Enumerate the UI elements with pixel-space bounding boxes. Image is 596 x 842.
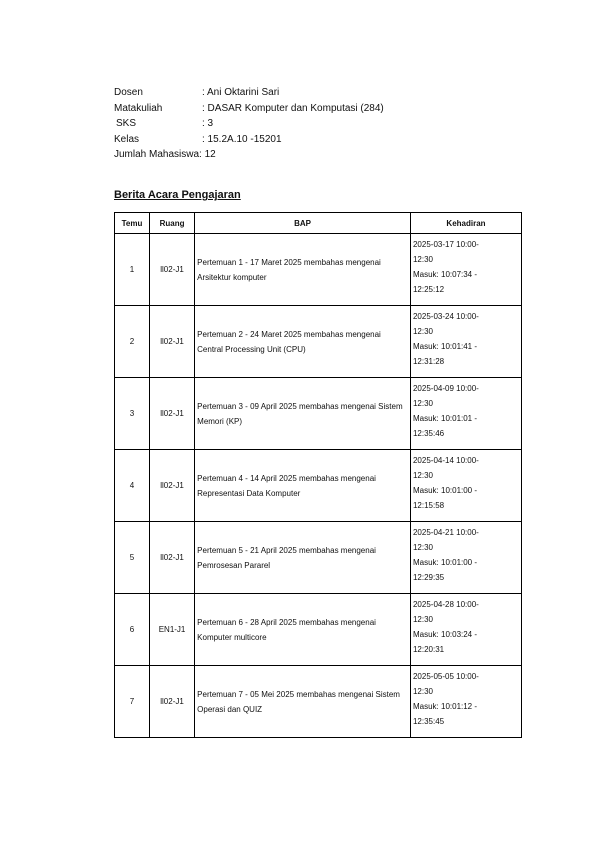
kehadiran-line: Masuk: 10:03:24 - xyxy=(412,630,478,639)
cell-temu: 7 xyxy=(115,666,150,738)
section-title: Berita Acara Pengajaran xyxy=(114,189,241,201)
info-value: : 15.2A.10 -15201 xyxy=(202,133,282,145)
kehadiran-line: 12:30 xyxy=(412,543,434,552)
header-bap: BAP xyxy=(195,213,411,234)
kehadiran-line: 2025-03-24 10:00- xyxy=(412,312,479,321)
info-label: Jumlah Mahasiswa xyxy=(114,149,200,161)
table-row xyxy=(115,594,522,666)
kehadiran-line: 12:29:35 xyxy=(412,573,445,582)
info-row-matakuliah xyxy=(114,101,384,117)
info-label: Kelas xyxy=(114,133,140,145)
header-kehadiran: Kehadiran xyxy=(410,213,521,234)
kehadiran-line: 2025-04-28 10:00- xyxy=(412,600,479,609)
kehadiran-line: Masuk: 10:07:34 - xyxy=(412,270,478,279)
cell-kehadiran xyxy=(410,306,521,378)
bap-table xyxy=(114,212,522,738)
cell-bap: Pertemuan 6 - 28 April 2025 membahas mengenai Komputer multicore xyxy=(195,594,411,666)
table-row xyxy=(115,378,522,450)
cell-ruang: EN1-J1 xyxy=(149,594,194,666)
kehadiran-line: 2025-03-17 10:00- xyxy=(412,240,479,249)
table-row xyxy=(115,450,522,522)
kehadiran-line: Masuk: 10:01:01 - xyxy=(412,414,478,423)
info-value: : Ani Oktarini Sari xyxy=(202,87,280,98)
info-row-jumlah-mahasiswa xyxy=(114,147,384,163)
kehadiran-line: 12:20:31 xyxy=(412,645,445,654)
info-label: Matakuliah xyxy=(114,102,163,114)
info-row-dosen xyxy=(114,85,384,101)
kehadiran-line: Masuk: 10:01:00 - xyxy=(412,486,478,495)
info-row-kelas xyxy=(114,132,384,148)
kehadiran-line: 12:30 xyxy=(412,255,434,264)
cell-bap: Pertemuan 5 - 21 April 2025 membahas mengenai Pemrosesan Pararel xyxy=(195,522,411,594)
kehadiran-line: 12:30 xyxy=(412,399,434,408)
kehadiran-line: 12:31:28 xyxy=(412,357,445,366)
kehadiran-line: 2025-05-05 10:00- xyxy=(412,672,479,681)
info-label: Dosen xyxy=(114,87,143,98)
course-info xyxy=(114,85,384,163)
kehadiran-line: 12:15:58 xyxy=(412,501,445,510)
cell-bap: Pertemuan 4 - 14 April 2025 membahas mengenai Representasi Data Komputer xyxy=(195,450,411,522)
cell-temu: 1 xyxy=(115,234,150,306)
cell-temu: 5 xyxy=(115,522,150,594)
kehadiran-line: 12:25:12 xyxy=(412,285,445,294)
cell-temu: 2 xyxy=(115,306,150,378)
cell-kehadiran xyxy=(410,594,521,666)
kehadiran-line: 2025-04-14 10:00- xyxy=(412,456,479,465)
kehadiran-line: 12:35:45 xyxy=(412,717,445,726)
cell-kehadiran xyxy=(410,666,521,738)
kehadiran-line: Masuk: 10:01:12 - xyxy=(412,702,478,711)
cell-ruang: ll02-J1 xyxy=(149,378,194,450)
kehadiran-line: 12:30 xyxy=(412,471,434,480)
cell-kehadiran xyxy=(410,234,521,306)
kehadiran-line: 12:30 xyxy=(412,327,434,336)
info-value: : 12 xyxy=(199,149,216,161)
table-header-row xyxy=(115,213,522,234)
cell-ruang: ll02-J1 xyxy=(149,522,194,594)
cell-temu: 6 xyxy=(115,594,150,666)
cell-temu: 3 xyxy=(115,378,150,450)
info-label: SKS xyxy=(116,118,137,130)
info-row-sks xyxy=(114,116,384,132)
cell-kehadiran xyxy=(410,522,521,594)
info-value: : 3 xyxy=(202,118,214,130)
info-value: : DASAR Komputer dan Komputasi (284) xyxy=(202,102,384,114)
cell-kehadiran xyxy=(410,378,521,450)
cell-kehadiran xyxy=(410,450,521,522)
kehadiran-line: 2025-04-09 10:00- xyxy=(412,384,479,393)
table-row xyxy=(115,306,522,378)
cell-temu: 4 xyxy=(115,450,150,522)
kehadiran-line: 12:30 xyxy=(412,615,434,624)
kehadiran-line: Masuk: 10:01:00 - xyxy=(412,558,478,567)
kehadiran-line: 12:30 xyxy=(412,687,434,696)
kehadiran-line: 12:35:46 xyxy=(412,429,445,438)
cell-bap: Pertemuan 7 - 05 Mei 2025 membahas mengenai Sistem Operasi dan QUIZ xyxy=(195,666,411,738)
table-row xyxy=(115,666,522,738)
cell-bap: Pertemuan 2 - 24 Maret 2025 membahas mengenai Central Processing Unit (CPU) xyxy=(195,306,411,378)
cell-bap: Pertemuan 3 - 09 April 2025 membahas mengenai Sistem Memori (KP) xyxy=(195,378,411,450)
table-row xyxy=(115,234,522,306)
header-temu: Temu xyxy=(115,213,150,234)
header-ruang: Ruang xyxy=(149,213,194,234)
kehadiran-line: 2025-04-21 10:00- xyxy=(412,528,479,537)
cell-ruang: ll02-J1 xyxy=(149,666,194,738)
cell-bap: Pertemuan 1 - 17 Maret 2025 membahas mengenai Arsitektur komputer xyxy=(195,234,411,306)
cell-ruang: ll02-J1 xyxy=(149,450,194,522)
cell-ruang: ll02-J1 xyxy=(149,234,194,306)
kehadiran-line: Masuk: 10:01:41 - xyxy=(412,342,478,351)
table-row xyxy=(115,522,522,594)
cell-ruang: ll02-J1 xyxy=(149,306,194,378)
